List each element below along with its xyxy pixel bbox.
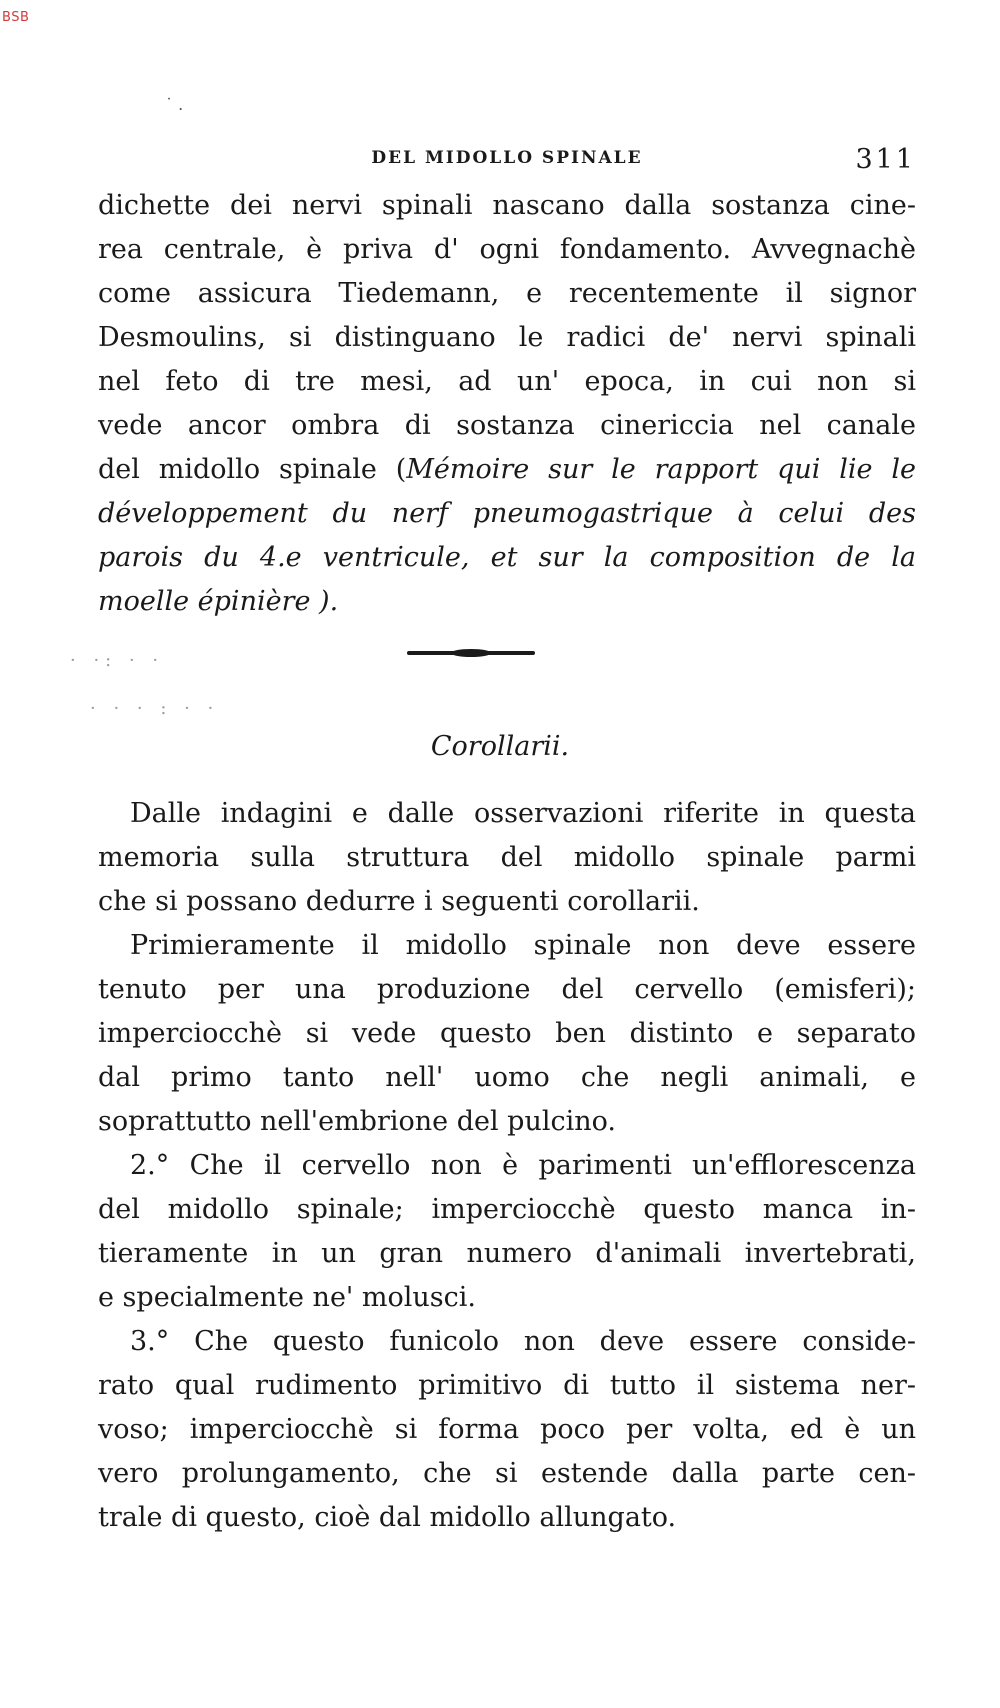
- text-line: e specialmente ne' molusci.: [98, 1282, 476, 1313]
- library-stamp: BSB: [2, 10, 30, 25]
- text-line: del midollo spinale; imperciocchè questo manca in-: [98, 1194, 916, 1225]
- bleed-through-specks: · ·: · ·: [70, 650, 165, 671]
- text-line: dichette dei nervi spinali nascano dalla sostanza cine-: [98, 190, 916, 221]
- bleed-through-specks: · · · : · ·: [90, 698, 220, 719]
- citation-line: développement du nerf pneumogastrique à celui des: [98, 498, 916, 529]
- text-line-with-citation: [98, 448, 916, 492]
- text-line: vede ancor ombra di sostanza cinericcia nel canale: [98, 410, 916, 441]
- corollary-second: [98, 1144, 916, 1320]
- text-line: 2.° Che il cervello non è parimenti un'efflorescenza: [130, 1150, 916, 1181]
- text-line: imperciocchè si vede questo ben distinto e separato: [98, 1018, 916, 1049]
- corollary-first: [98, 924, 916, 1144]
- text-line: memoria sulla struttura del midollo spinale parmi: [98, 842, 916, 873]
- text-line: vero prolungamento, che si estende dalla parte cen-: [98, 1458, 916, 1489]
- text-line: rato qual rudimento primitivo di tutto il sistema ner-: [98, 1370, 916, 1401]
- citation-line: parois du 4.e ventricule, et sur la composition de la: [98, 542, 916, 573]
- section-divider-rule: [407, 651, 535, 655]
- text-line: tenuto per una produzione del cervello (emisferi);: [98, 974, 916, 1005]
- text-fragment: del midollo spinale (: [98, 454, 407, 485]
- text-line: 3.° Che questo funicolo non deve essere conside-: [130, 1326, 916, 1357]
- text-line: come assicura Tiedemann, e recentemente il signor: [98, 278, 916, 309]
- corollary-third: [98, 1320, 916, 1540]
- text-line: trale di questo, cioè dal midollo allungato.: [98, 1502, 677, 1533]
- scan-specks: ˙ .: [165, 95, 184, 114]
- text-line: voso; imperciocchè si forma poco per volta, ed è un: [98, 1414, 916, 1445]
- citation-fragment: Mémoire sur le rapport qui lie le: [406, 454, 916, 485]
- text-line: che si possano dedurre i seguenti corollarii.: [98, 886, 700, 917]
- running-head: [98, 144, 916, 174]
- section-heading: Corollarii.: [430, 731, 570, 762]
- text-line: tieramente in un gran numero d'animali invertebrati,: [98, 1238, 916, 1269]
- text-line: Dalle indagini e dalle osservazioni riferite in questa: [130, 798, 916, 829]
- text-line: dal primo tanto nell' uomo che negli animali, e: [98, 1062, 916, 1093]
- text-line: rea centrale, è priva d' ogni fondamento. Avvegnachè: [98, 234, 916, 265]
- text-line: Primieramente il midollo spinale non deve essere: [130, 930, 916, 961]
- running-title: DEL MIDOLLO SPINALE: [371, 148, 643, 168]
- text-line: Desmoulins, si distinguano le radici de' nervi spinali: [98, 322, 916, 353]
- page-number: 311: [855, 144, 916, 175]
- citation-line: moelle épinière ).: [98, 586, 339, 617]
- text-line: soprattutto nell'embrione del pulcino.: [98, 1106, 616, 1137]
- corollaries-intro: [98, 792, 916, 924]
- continuation-paragraph: [98, 184, 916, 624]
- text-line: nel feto di tre mesi, ad un' epoca, in cui non si: [98, 366, 916, 397]
